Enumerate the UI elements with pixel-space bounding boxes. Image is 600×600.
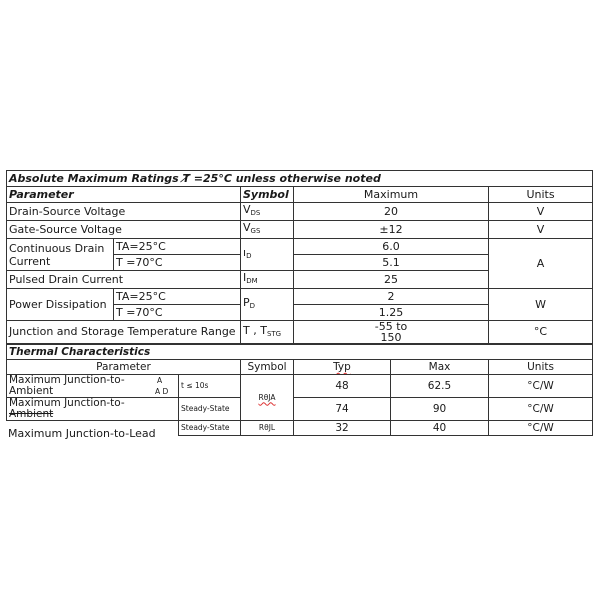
- symbol-cell: T , $T_{STG}$: [241, 321, 294, 344]
- unit-cell: W: [489, 289, 593, 321]
- typ-cell: 48: [294, 375, 391, 398]
- table-row: [7, 239, 593, 255]
- condition-cell: TA=25°C: [114, 289, 241, 305]
- param-cell: Maximum Junction-to- Ambient: [7, 398, 179, 421]
- unit-cell: °C/W: [489, 398, 593, 421]
- max-cell: 5.1: [294, 255, 489, 271]
- unit-cell: V: [489, 203, 593, 221]
- datasheet-tables: [6, 170, 592, 436]
- table-row: [7, 289, 593, 305]
- header-parameter: Parameter: [7, 360, 241, 375]
- max-cell: ±12: [294, 221, 489, 239]
- param-cell: Power Dissipation: [7, 289, 114, 321]
- param-cell: Continuous Drain Current: [7, 239, 114, 271]
- max-cell: 90: [391, 398, 489, 421]
- param-cell: Gate-Source Voltage: [7, 221, 241, 239]
- condition-cell: Steady-State: [179, 421, 241, 436]
- typ-cell: 32: [294, 421, 391, 436]
- param-cell: Pulsed Drain Current: [7, 271, 241, 289]
- condition-cell: t ≤ 10s: [179, 375, 241, 398]
- table-row: [7, 375, 593, 398]
- max-cell: 40: [391, 421, 489, 436]
- condition-cell: TA=25°C: [114, 239, 241, 255]
- abs-table-title: Absolute Maximum Ratings T̸ =25°C unless otherwise noted: [7, 171, 593, 187]
- table-row: [7, 221, 593, 239]
- max-cell: 25: [294, 271, 489, 289]
- max-cell: 62.5: [391, 375, 489, 398]
- param-cell: Maximum Junction-to- Ambient A A D: [7, 375, 179, 398]
- param-cell: Junction and Storage Temperature Range: [7, 321, 241, 344]
- header-units: Units: [489, 360, 593, 375]
- condition-cell: T =70°C: [114, 255, 241, 271]
- header-parameter: Parameter: [7, 187, 241, 203]
- header-typ: Typ: [294, 360, 391, 375]
- header-symbol: Symbol: [241, 187, 294, 203]
- max-cell: 20: [294, 203, 489, 221]
- thermal-table-title: Thermal Characteristics: [7, 345, 593, 360]
- symbol-cell: RθJL: [241, 421, 294, 436]
- header-symbol: Symbol: [241, 360, 294, 375]
- table-row: [7, 398, 593, 421]
- param-cell: Drain-Source Voltage: [7, 203, 241, 221]
- symbol-cell: $I_{DM}$: [241, 271, 294, 289]
- condition-cell: T =70°C: [114, 305, 241, 321]
- symbol-cell: $V_{GS}$: [241, 221, 294, 239]
- table-row: [7, 321, 593, 344]
- max-cell: 6.0: [294, 239, 489, 255]
- typ-cell: 74: [294, 398, 391, 421]
- unit-cell: V: [489, 221, 593, 239]
- thermal-characteristics-table: [6, 344, 593, 436]
- header-maximum: Maximum: [294, 187, 489, 203]
- table-row: [7, 203, 593, 221]
- symbol-cell: $V_{DS}$: [241, 203, 294, 221]
- absolute-max-ratings-table: [6, 170, 593, 344]
- symbol-cell: $ı_D$: [241, 239, 294, 271]
- header-max: Max: [391, 360, 489, 375]
- unit-cell: °C: [489, 321, 593, 344]
- max-cell: 1.25: [294, 305, 489, 321]
- unit-cell: °C/W: [489, 421, 593, 436]
- symbol-cell: RθJA: [241, 375, 294, 421]
- symbol-cell: $P_D$: [241, 289, 294, 321]
- max-cell: -55 to 150: [294, 321, 489, 344]
- header-units: Units: [489, 187, 593, 203]
- unit-cell: A: [489, 239, 593, 289]
- footer-note: Maximum Junction-to-Lead: [8, 427, 156, 440]
- max-cell: 2: [294, 289, 489, 305]
- unit-cell: °C/W: [489, 375, 593, 398]
- condition-cell: Steady-State: [179, 398, 241, 421]
